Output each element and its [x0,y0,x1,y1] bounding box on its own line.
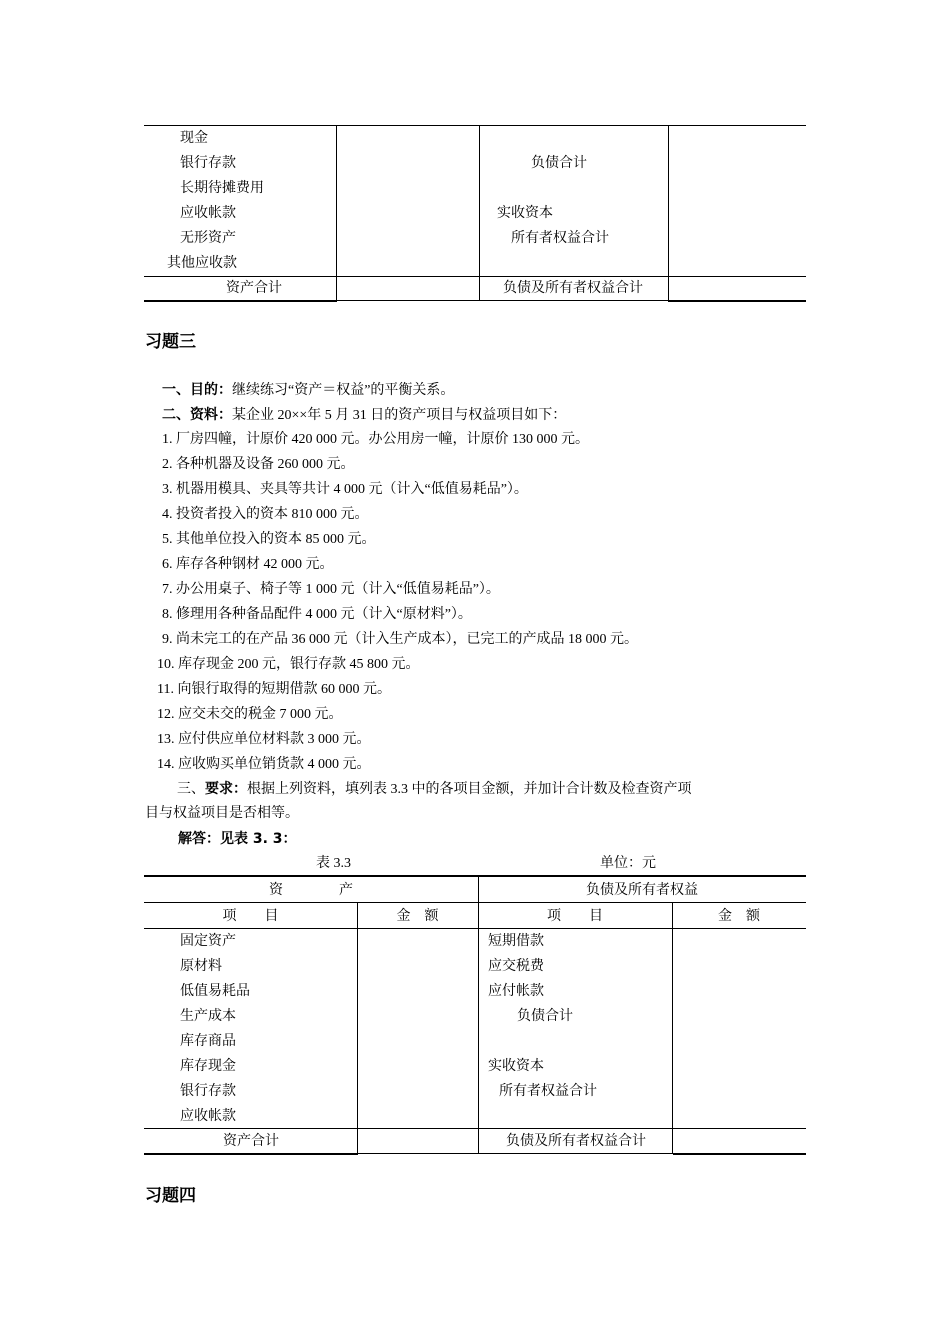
asset-item: 库存商品 [180,1034,236,1049]
exercise3-heading: 习题三 [145,332,196,352]
col-item-right: 项 目 [547,909,603,924]
requirement-line [177,780,692,799]
header-liabilities-equity: 负债及所有者权益 [586,883,698,898]
header-assets: 资 产 [269,883,353,898]
list-item: 1. 厂房四幢，计原价 420 000 元。办公用房一幢，计原价 130 000 元。 [162,432,589,447]
requirement-text: 根据上列资料，填列表 3.3 中的各项目金额，并加计合计数及检查资产项 [247,782,692,797]
requirement-prefix: 三、 [177,782,205,797]
total-assets: 资产合计 [223,1134,279,1149]
requirement-label: 要求： [205,781,247,797]
asset-item: 低值易耗品 [180,984,250,999]
liability-item: 负债合计 [517,1009,573,1024]
material-label: 二、资料： [162,407,232,423]
material-text: 某企业 20××年 5 月 31 日的资产项目与权益项目如下： [232,408,567,423]
asset-item: 应收帐款 [180,1109,236,1124]
list-item: 8. 修理用各种备品配件 4 000 元（计入“原材料”）。 [162,607,472,622]
list-item: 4. 投资者投入的资本 810 000 元。 [162,507,369,522]
purpose-label: 一、目的： [162,382,232,398]
list-item: 3. 机器用模具、夹具等共计 4 000 元（计入“低值易耗品”）。 [162,482,528,497]
top-left-item: 银行存款 [180,156,236,171]
col-item-left: 项 目 [222,909,279,924]
material-line [162,406,566,425]
top-right-item: 所有者权益合计 [511,231,609,246]
answer-line: 解答：见表 3. 3： [178,831,297,847]
list-item: 7. 办公用桌子、椅子等 1 000 元（计入“低值易耗品”）。 [162,582,500,597]
top-left-item: 应收帐款 [180,206,236,221]
list-item: 12. 应交未交的税金 7 000 元。 [157,707,343,722]
list-item: 5. 其他单位投入的资本 85 000 元。 [162,532,376,547]
list-item: 10. 库存现金 200 元，银行存款 45 800 元。 [157,657,420,672]
requirement-line-2: 目与权益项目是否相等。 [145,806,299,821]
top-total-assets: 资产合计 [226,281,282,296]
table-caption: 表 3.3 [316,856,351,871]
equity-item: 所有者权益合计 [499,1084,597,1099]
top-right-item: 实收资本 [497,206,553,221]
list-item: 13. 应付供应单位材料款 3 000 元。 [157,732,371,747]
exercise4-heading: 习题四 [145,1186,196,1206]
equity-item: 实收资本 [488,1059,544,1074]
top-left-item: 现金 [180,131,208,146]
asset-item: 固定资产 [180,934,236,949]
asset-item: 银行存款 [180,1084,236,1099]
top-left-item: 其他应收款 [167,256,237,271]
table-unit: 单位：元 [600,856,656,871]
purpose-line [162,381,454,400]
list-item: 6. 库存各种钢材 42 000 元。 [162,557,334,572]
col-amount-right: 金 额 [718,909,760,924]
asset-item: 库存现金 [180,1059,236,1074]
asset-item: 生产成本 [180,1009,236,1024]
list-item: 2. 各种机器及设备 260 000 元。 [162,457,355,472]
list-item: 11. 向银行取得的短期借款 60 000 元。 [157,682,391,697]
top-left-item: 无形资产 [180,231,236,246]
liability-item: 应付帐款 [488,984,544,999]
asset-item: 原材料 [180,959,222,974]
top-right-item: 负债合计 [531,156,587,171]
liability-item: 短期借款 [488,934,544,949]
purpose-text: 继续练习“资产＝权益”的平衡关系。 [232,383,455,398]
top-left-item: 长期待摊费用 [180,181,264,196]
list-item: 9. 尚未完工的在产品 36 000 元（计入生产成本），已完工的产成品 18 000 元。 [162,632,638,647]
col-amount-left: 金 额 [396,909,439,924]
liability-item: 应交税费 [488,959,544,974]
total-liabilities-equity: 负债及所有者权益合计 [506,1134,646,1149]
top-total-liabilities-equity: 负债及所有者权益合计 [503,281,643,296]
list-item: 14. 应收购买单位销货款 4 000 元。 [157,757,371,772]
